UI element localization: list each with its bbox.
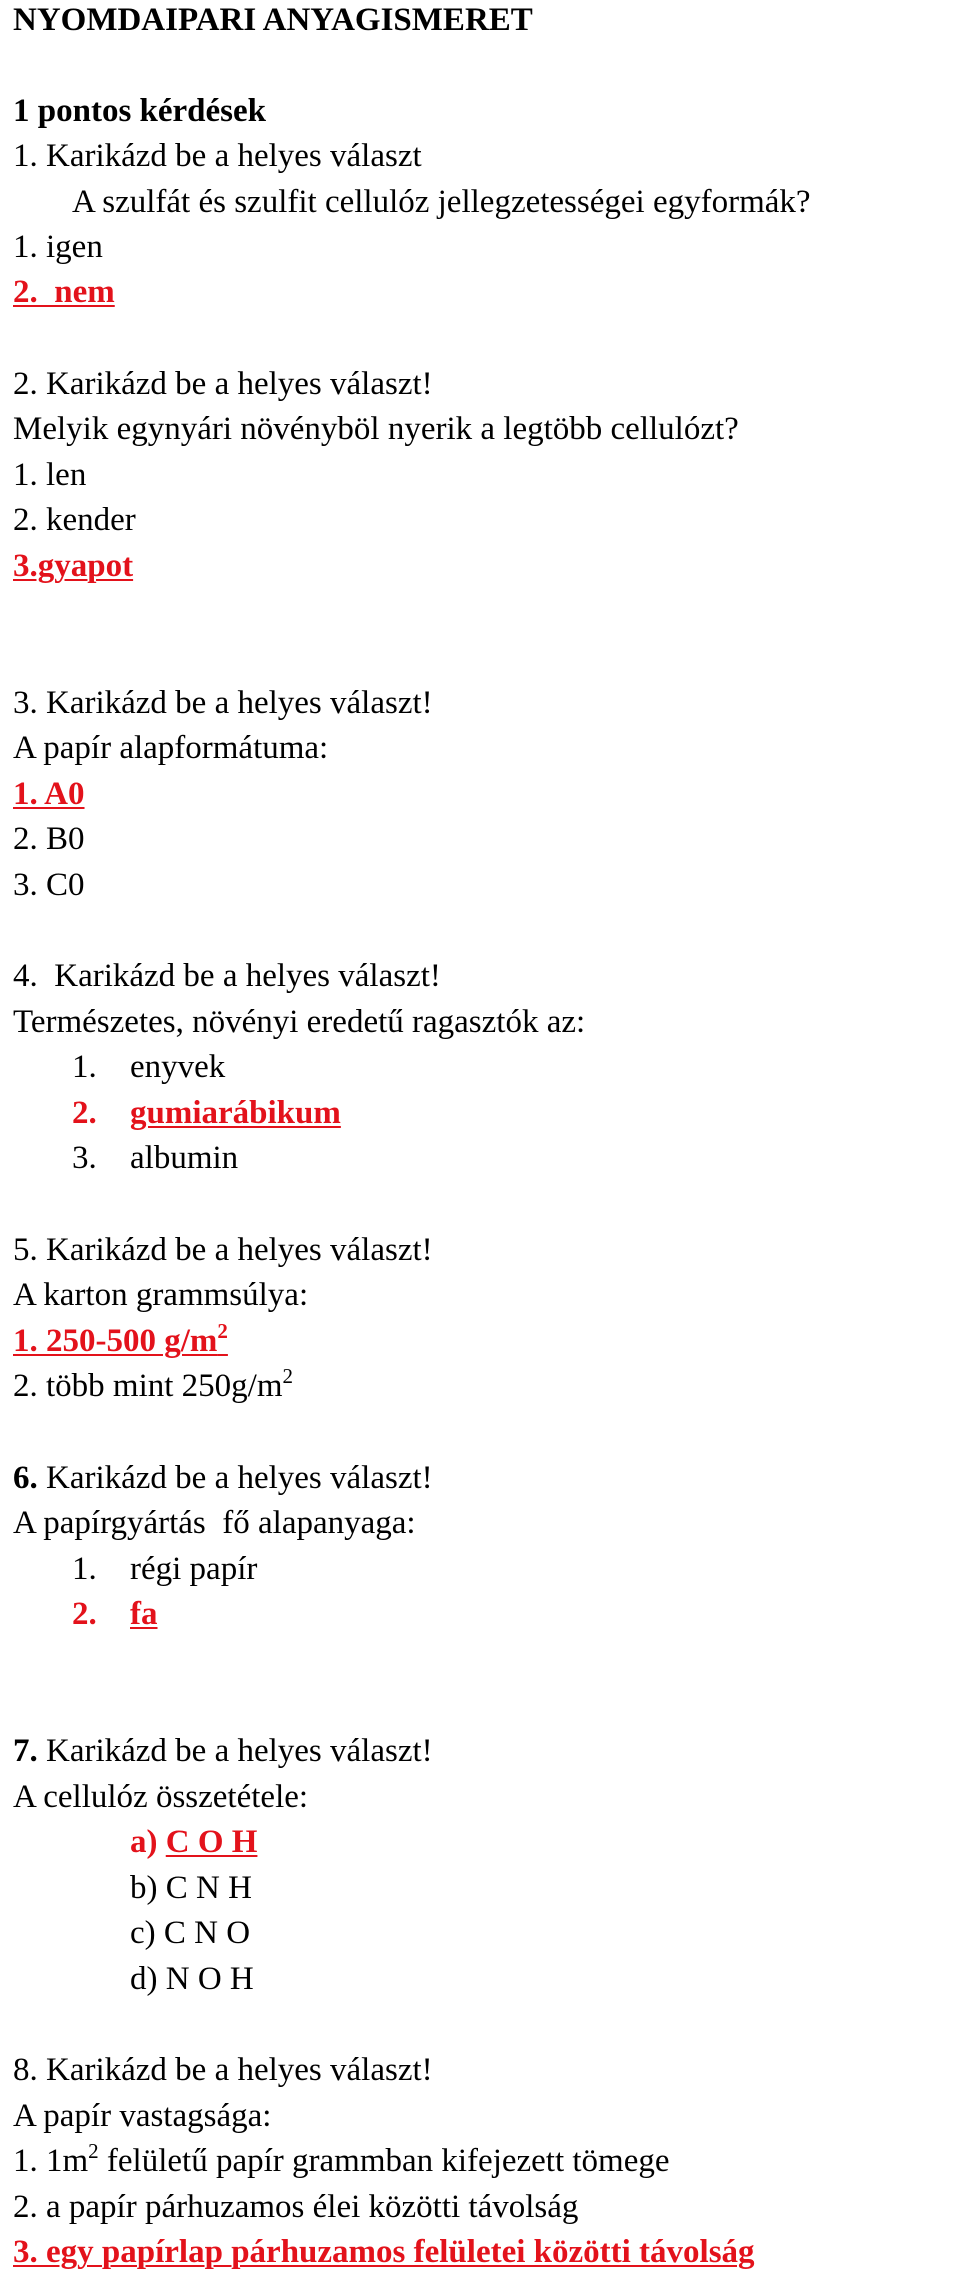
superscript: 2 [217, 1319, 228, 1343]
question-3-option-3: 3. C0 [13, 867, 85, 903]
option-text-continued: felületű papír grammban kifejezett tömege [98, 2143, 670, 2179]
question-1-option-2-correct: 2. nem [13, 274, 115, 310]
option-label: c) [130, 1915, 156, 1951]
question-8-header: 8. Karikázd be a helyes választ! [13, 2052, 433, 2088]
option-number: 1. [72, 1049, 97, 1085]
question-4-option-2-correct [72, 1093, 341, 1133]
option-number: 2. [72, 1596, 97, 1632]
option-text: C N H [165, 1870, 252, 1906]
question-4-option-3 [72, 1138, 238, 1178]
question-5-option-2 [13, 1366, 293, 1406]
option-number: 3. [72, 1140, 97, 1176]
option-label: d) [130, 1961, 158, 1997]
question-8-option-3-correct: 3. egy papírlap párhuzamos felületei közötti távolság [13, 2234, 755, 2270]
question-7-header [13, 1731, 433, 1771]
question-6-option-2-correct [72, 1594, 158, 1634]
question-7-option-b [130, 1868, 252, 1908]
option-text: C N O [163, 1915, 251, 1951]
question-instruction: Karikázd be a helyes választ! [37, 1733, 433, 1769]
question-5-option-1-correct [13, 1321, 228, 1361]
option-text: 2. több mint 250g/m [13, 1368, 283, 1404]
superscript: 2 [282, 1364, 294, 1388]
option-label: a) [130, 1824, 158, 1860]
question-4-header: 4. Karikázd be a helyes választ! [13, 958, 441, 994]
question-1-prompt: A szulfát és szulfit cellulóz jellegzetességei egyformák? [72, 184, 811, 220]
question-1-option-1: 1. igen [13, 229, 103, 265]
option-number: 1. [72, 1551, 97, 1587]
question-3-option-1-correct: 1. A0 [13, 776, 85, 812]
option-label: b) [130, 1870, 158, 1906]
question-7-option-a-correct [130, 1822, 257, 1862]
question-7-option-d [130, 1959, 254, 1999]
question-2-option-2: 2. kender [13, 502, 136, 538]
question-6-option-1 [72, 1549, 257, 1589]
question-5-header: 5. Karikázd be a helyes választ! [13, 1232, 433, 1268]
question-4-option-1 [72, 1047, 225, 1087]
question-8-prompt: A papír vastagsága: [13, 2098, 272, 2134]
question-8-option-1 [13, 2141, 670, 2181]
question-7-option-c [130, 1913, 250, 1953]
question-number: 7. [13, 1733, 38, 1769]
option-text: C O H [165, 1824, 258, 1860]
section-heading: 1 pontos kérdések [13, 93, 267, 129]
option-text: fa [130, 1596, 158, 1632]
option-text: albumin [130, 1140, 239, 1176]
option-text: N O H [165, 1961, 254, 1997]
question-8-option-2: 2. a papír párhuzamos élei közötti távolság [13, 2189, 579, 2225]
question-3-prompt: A papír alapformátuma: [13, 730, 329, 766]
superscript: 2 [88, 2139, 99, 2163]
document-title: NYOMDAIPARI ANYAGISMERET [13, 2, 533, 38]
question-instruction: Karikázd be a helyes választ! [37, 1460, 433, 1496]
question-3-header: 3. Karikázd be a helyes választ! [13, 685, 433, 721]
option-text: 1. 250-500 g/m [13, 1323, 218, 1359]
question-6-prompt: A papírgyártás fő alapanyaga: [13, 1505, 416, 1541]
question-4-prompt: Természetes, növényi eredetű ragasztók az: [13, 1004, 586, 1040]
option-text: régi papír [130, 1551, 258, 1587]
question-3-option-2: 2. B0 [13, 821, 85, 857]
question-2-option-3-correct: 3.gyapot [13, 548, 134, 584]
question-2-option-1: 1. len [13, 457, 87, 493]
question-5-prompt: A karton grammsúlya: [13, 1277, 309, 1313]
question-2-prompt: Melyik egynyári növényböl nyerik a legtöbb cellulózt? [13, 411, 739, 447]
option-text: gumiarábikum [130, 1095, 341, 1131]
option-number: 2. [72, 1095, 97, 1131]
question-number: 6. [13, 1460, 38, 1496]
question-6-header [13, 1458, 433, 1498]
question-7-prompt: A cellulóz összetétele: [13, 1779, 309, 1815]
option-text: 1. 1m [13, 2143, 89, 2179]
question-2-header: 2. Karikázd be a helyes választ! [13, 366, 433, 402]
option-text: enyvek [130, 1049, 226, 1085]
question-1-header: 1. Karikázd be a helyes választ [13, 138, 422, 174]
